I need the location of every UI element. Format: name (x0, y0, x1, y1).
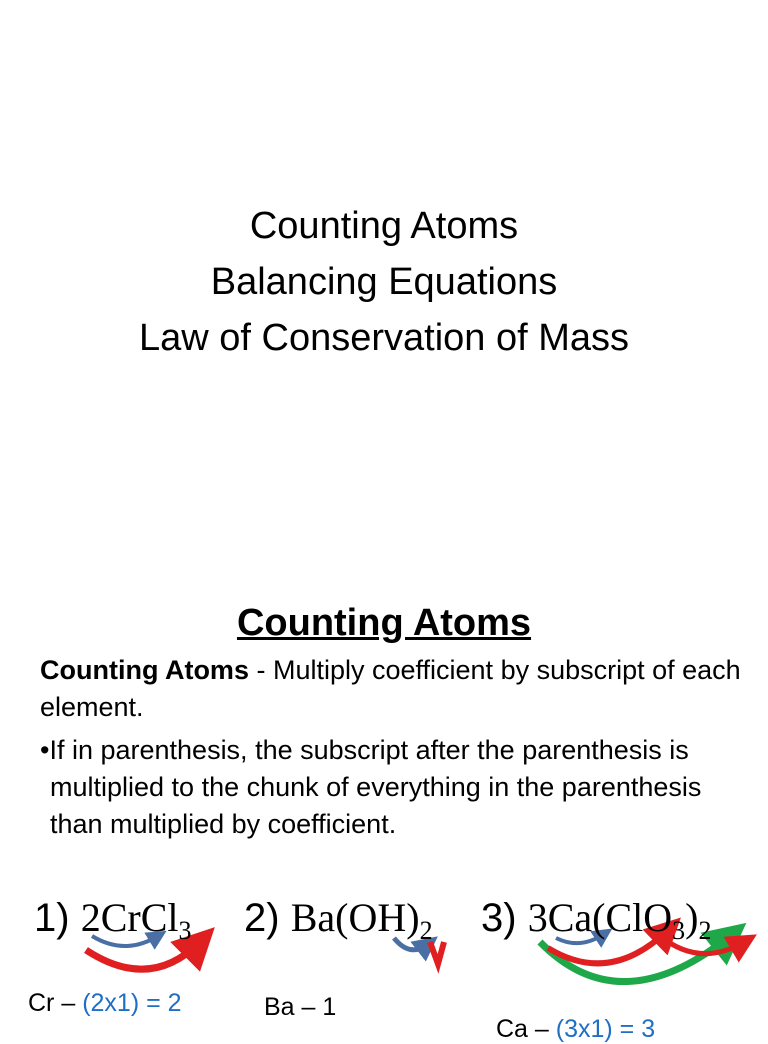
formula-3-subscript: 3 (672, 916, 686, 945)
formula-1-coefficient: 2 (80, 895, 101, 940)
count-3-element: Ca – (496, 1015, 556, 1043)
formula-2 (244, 896, 433, 953)
title-line-3: Law of Conservation of Mass (138, 317, 629, 359)
definition-term: Counting Atoms (40, 655, 249, 685)
count-line-1 (28, 988, 182, 1018)
formula-3-coefficient: 3 (527, 895, 548, 940)
count-1-calc: (2x1) = 2 (82, 989, 182, 1017)
definition-text: - Multiply coefficient by subscript of each element. (40, 655, 741, 722)
formula-3-tail: ) (685, 895, 699, 940)
formula-1 (34, 896, 192, 953)
title-block (0, 198, 768, 366)
formula-3 (481, 896, 711, 953)
title-line-1: Counting Atoms (249, 205, 519, 247)
count-1-element: Cr – (28, 989, 83, 1017)
multiplication-arrows (0, 576, 768, 1024)
formula-2-chemical (290, 895, 433, 945)
formula-3-label: 3) (481, 896, 517, 940)
count-3-calc: (3x1) = 3 (555, 1015, 656, 1043)
formula-3-tail-subscript: 2 (698, 916, 712, 945)
count-2-element: Ba – 1 (264, 993, 337, 1021)
count-line-3 (496, 1014, 655, 1044)
formula-1-body: CrCl (100, 895, 179, 940)
formula-3-chemical (527, 895, 712, 945)
slide-heading: Counting Atoms (236, 602, 532, 644)
parenthesis-bullet: •If in parenthesis, the subscript after the parenthesis is multiplied to the chunk of everything in the parenthesis than multiplied by coefficient. (40, 735, 702, 839)
formula-2-subscript: 2 (419, 916, 433, 945)
formula-2-body: Ba(OH) (290, 895, 420, 940)
formula-1-chemical (80, 895, 192, 945)
formula-3-body: Ca(ClO (547, 895, 673, 940)
formula-1-subscript: 3 (178, 916, 192, 945)
formula-2-label: 2) (244, 896, 280, 940)
formula-1-label: 1) (34, 896, 70, 940)
counting-atoms-slide (0, 576, 768, 1043)
count-line-2 (264, 992, 336, 1022)
title-line-2: Balancing Equations (210, 261, 558, 303)
